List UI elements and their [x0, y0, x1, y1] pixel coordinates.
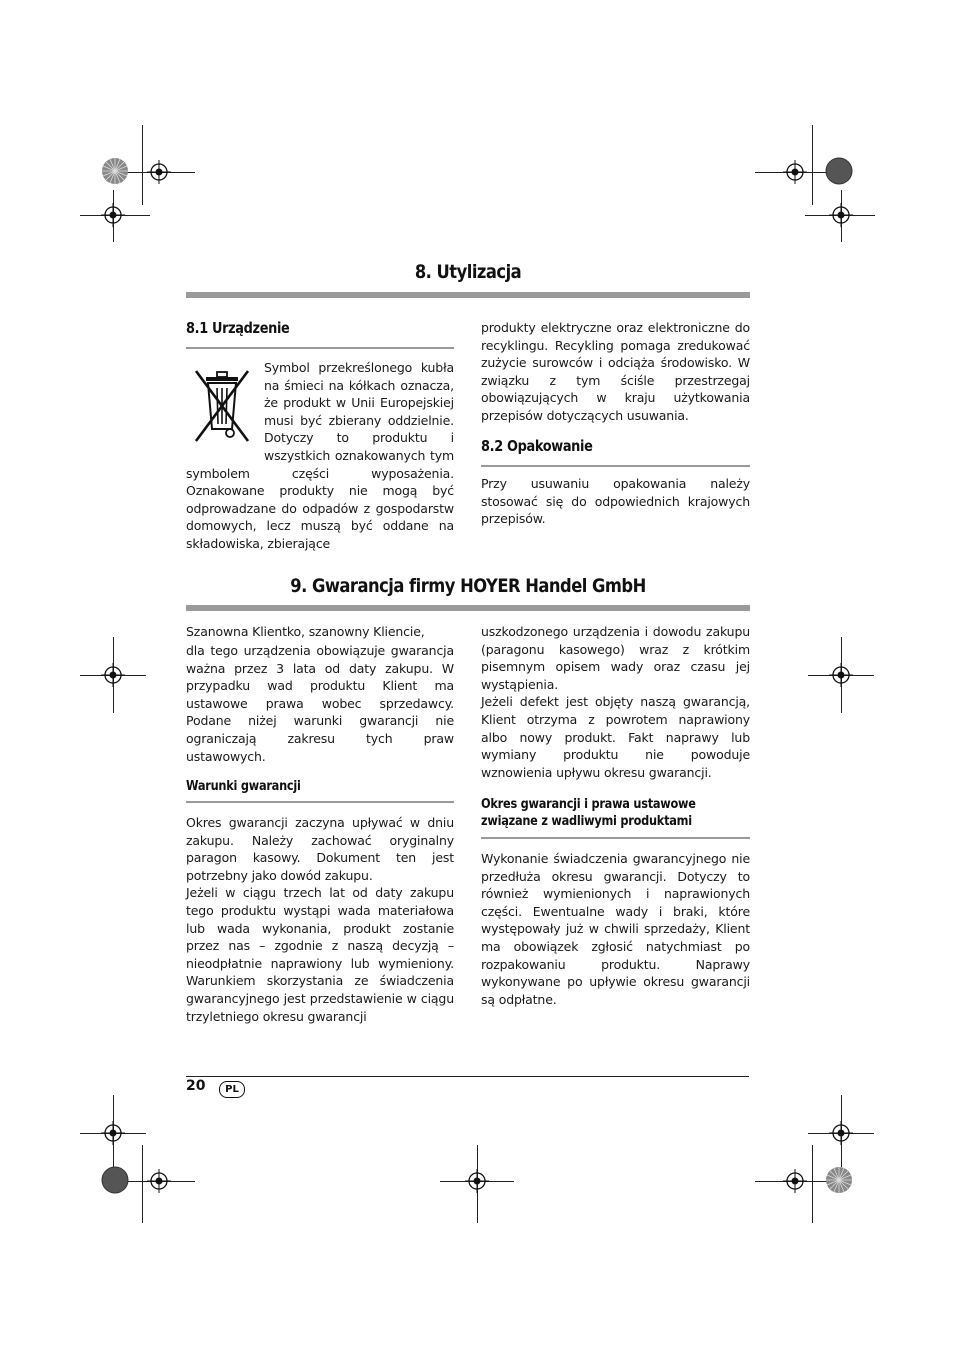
subsection-8-1-rule — [186, 347, 454, 349]
period-heading-line-2: związane z wadliwymi produktami — [481, 813, 692, 829]
registration-mark-icon — [147, 160, 171, 184]
conditions-body-continued — [481, 623, 750, 781]
warranty-intro — [186, 642, 454, 765]
registration-mark-icon — [829, 663, 853, 687]
subsection-8-2-rule — [481, 465, 750, 467]
greeting: Szanowna Klientko, szanowny Kliencie, — [186, 624, 425, 639]
conditions-paragraph-1: Okres gwarancji zaczyna upływać w dniu zakupu. Należy zachować oryginalny paragon kasowy. Dokument ten jest potrzebny jako dowód zakupu. — [186, 815, 454, 883]
section-9-title: 9. Gwarancja firmy HOYER Handel GmbH — [290, 575, 646, 597]
period-rule — [481, 837, 750, 839]
section-9-rule — [186, 605, 750, 611]
conditions-paragraph-2: Jeżeli w ciągu trzech lat od daty zakupu tego produktu wystąpi wada materiałowa lub wada wykonania, produkt zostanie przez nas – zgodnie z naszą decyzją – nieodpłatnie naprawiony lub wymieniony. Warunkiem skorzystania ze świadczenia gwarancyjnego jest przedstawienie w ciągu trzyletniego okresu gwarancji — [186, 885, 454, 1024]
period-heading — [481, 796, 696, 830]
conditions-rule — [186, 801, 454, 803]
period-body — [481, 850, 750, 1008]
registration-mark-icon — [829, 1121, 853, 1145]
subsection-8-1-text: Symbol przekreślonego kubła na śmieci na kółkach oznacza, że produkt w Unii Europejskiej musi być zbierany oddzielnie. Dotyczy to produktu i wszystkich oznakowanych tym symbolem części wyposażenia. Oznakowane produkty nie mogą być odprowadzane do odpadów z gospodarstw domowych, lecz muszą być oddane na składowiska, zbierające — [186, 360, 454, 551]
registration-mark-icon — [783, 1169, 807, 1193]
page-number: 20 — [186, 1078, 206, 1094]
registration-mark-icon — [101, 203, 125, 227]
language-badge: PL — [219, 1081, 245, 1098]
registration-mark-icon — [829, 203, 853, 227]
subsection-8-1-body — [186, 359, 454, 553]
section-8-title: 8. Utylizacja — [414, 261, 522, 283]
subsection-8-1-continued — [481, 319, 750, 425]
registration-mark-icon — [101, 663, 125, 687]
registration-mark-icon — [783, 160, 807, 184]
color-target-icon — [825, 1166, 853, 1194]
color-target-icon — [825, 157, 853, 185]
footer-rule — [186, 1076, 749, 1077]
subsection-8-1-text-continued: produkty elektryczne oraz elektroniczne do recyklingu. Recykling pomaga zredukować zużycie surowców i odciąża środowisko. W związku z tym ściśle przestrzegaj obowiązujących w kraju użytkowania przepisów dotyczących usuwania. — [481, 320, 750, 423]
color-target-icon — [101, 1166, 129, 1194]
warranty-intro-text: dla tego urządzenia obowiązuje gwarancja ważna przez 3 lata od daty zakupu. W przypadku wad produktu Klient ma ustawowe prawa wobec sprzedawcy. Podane niżej warunki gwarancji nie ograniczają zakresu tych praw ustawowych. — [186, 643, 454, 764]
section-8-rule — [186, 292, 750, 298]
conditions-heading: Warunki gwarancji — [186, 778, 301, 794]
registration-mark-icon — [101, 1121, 125, 1145]
period-text: Wykonanie świadczenia gwarancyjnego nie przedłuża okresu gwarancji. Dotyczy to również wymienionych i naprawionych części. Ewentualne wady i braki, które występowały już w chwili sprzedaży, Klient ma obowiązek zgłosić natychmiast po rozpakowaniu produktu. Naprawy wykonywane po upływie okresu gwarancji są odpłatne. — [481, 851, 750, 1007]
registration-mark-icon — [147, 1169, 171, 1193]
conditions-body — [186, 814, 454, 1025]
subsection-8-1-heading: 8.1 Urządzenie — [186, 319, 290, 337]
subsection-8-2-body — [481, 475, 750, 528]
period-heading-line-1: Okres gwarancji i prawa ustawowe — [481, 796, 696, 812]
registration-mark-icon — [465, 1169, 489, 1193]
subsection-8-2-text: Przy usuwaniu opakowania należy stosować się do odpowiednich krajowych przepisów. — [481, 476, 750, 527]
crossed-out-wheeled-bin-icon — [186, 361, 258, 455]
conditions-paragraph-3: Jeżeli defekt jest objęty naszą gwarancją, Klient otrzyma z powrotem naprawiony albo nowy produkt. Fakt naprawy lub wymiany produktu nie powoduje wznowienia upływu okresu gwarancji. — [481, 694, 750, 780]
subsection-8-2-heading: 8.2 Opakowanie — [481, 437, 593, 455]
color-target-icon — [101, 157, 129, 185]
conditions-paragraph-2-continued: uszkodzonego urządzenia i dowodu zakupu (paragonu kasowego) wraz z krótkim pisemnym opisem wady oraz czasu jej wystąpienia. — [481, 624, 750, 692]
